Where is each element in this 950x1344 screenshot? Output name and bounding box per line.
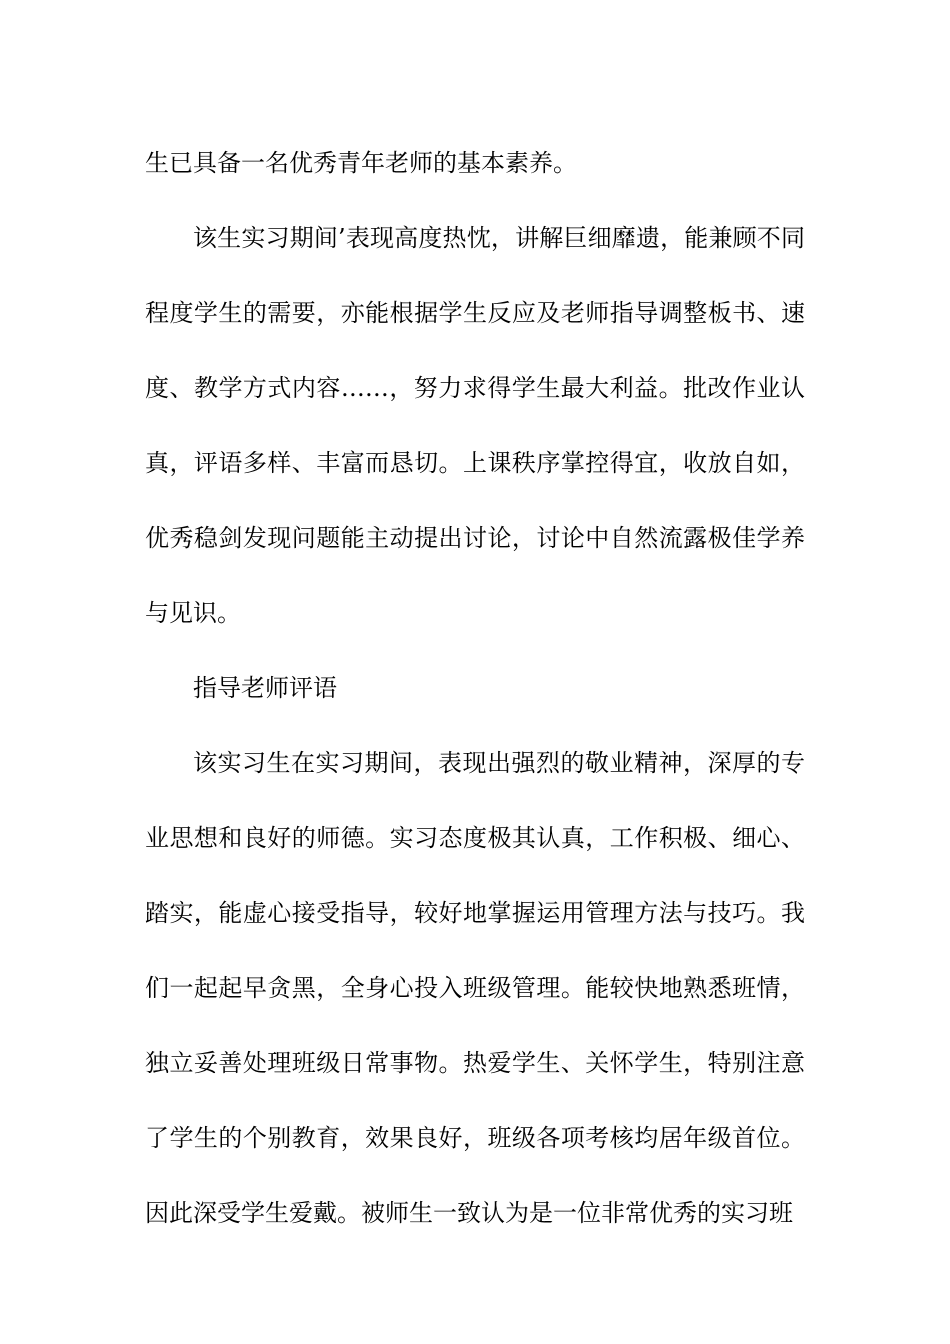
document-body <box>145 126 805 1251</box>
section-heading-advisor-comments: 指导老师评语 <box>193 674 337 702</box>
paragraph-advisor-comments: 该实习生在实习期间，表现出强烈的敬业精神，深厚的专业思想和良好的师德。实习态度极其认真，工作积极、细心、踏实，能虚心接受指导，较好地掌握运用管理方法与技巧。我们一起起早贪黑，全身心投入班级管理。能较快地熟悉班情，独立妥善处理班级日常事物。热爱学生、关怀学生，特别注意了学生的个别教育，效果良好，班级各项考核均居年级首位。因此深受学生爱戴。被师生一致认为是一位非常优秀的实习班 <box>145 749 805 1227</box>
paragraph-internship-performance: 该生实习期间’表现高度热忱，讲解巨细靡遗，能兼顾不同程度学生的需要，亦能根据学生反应及老师指导调整板书、速度、教学方式内容……，努力求得学生最大利益。批改作业认真，评语多样、丰富而恳切。上课秩序掌控得宜，收放自如，优秀稳剑发现问题能主动提出讨论，讨论中自然流露极佳学养与见识。 <box>145 224 805 627</box>
paragraph-continuation: 生已具备一名优秀青年老师的基本素养。 <box>145 149 577 177</box>
